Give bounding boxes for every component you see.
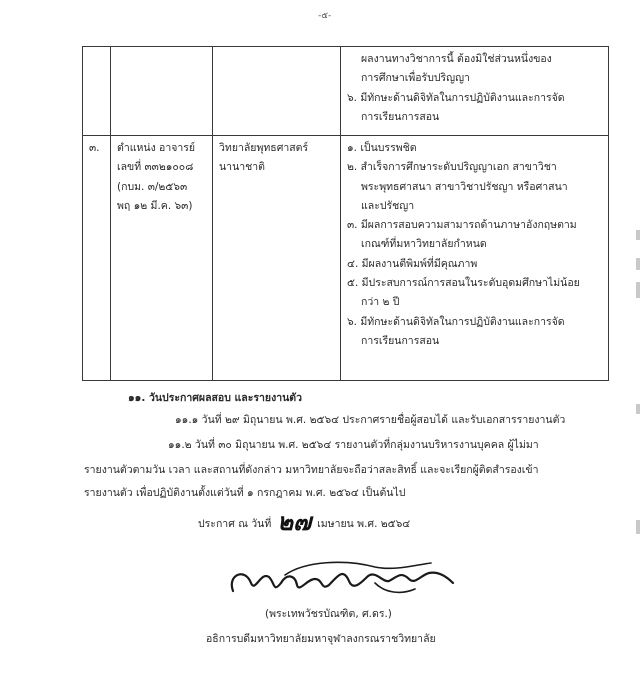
scan-edge-mark [636, 520, 640, 534]
requirements-table [82, 46, 609, 381]
signer-title: อธิการบดีมหาวิทยาลัยมหาจุฬาลงกรณราชวิทยาลัย [206, 633, 436, 645]
announcement-prefix: ประกาศ ณ วันที่ [198, 518, 272, 530]
position-line: ตำแหน่ง อาจารย์ [117, 142, 196, 154]
requirement-line: ๖. มีทักษะด้านดิจิทัลในการปฏิบัติงานและการจัด [347, 91, 565, 104]
scan-edge-mark [636, 282, 640, 298]
scan-edge-mark [636, 404, 640, 414]
requirement-line: และปรัชญา [361, 199, 415, 212]
scan-edge-mark [636, 230, 640, 240]
row-number: ๓. [89, 142, 100, 154]
section-item-1: ๑๑.๑ วันที่ ๒๙ มิถุนายน พ.ศ. ๒๕๖๔ ประกาศรายชื่อผู้สอบได้ และรับเอกสารรายงานตัว [175, 414, 566, 426]
handwritten-signature [225, 553, 465, 603]
section-item-2-line-2: รายงานตัวตามวัน เวลา และสถานที่ดังกล่าว มหาวิทยาลัยจะถือว่าสละสิทธิ์ และจะเรียกผู้ติดสำรองเข้า [84, 464, 539, 476]
requirement-line: ๖. มีทักษะด้านดิจิทัลในการปฏิบัติงานและการจัด [347, 315, 565, 328]
requirements-cell [341, 47, 609, 136]
page-number: -๕- [318, 11, 332, 21]
requirement-line: ๑. เป็นบรรพชิต [347, 142, 417, 154]
unit-cell [213, 136, 341, 381]
position-line: พฤ ๑๒ มี.ค. ๖๓) [117, 199, 193, 212]
table-row [83, 136, 609, 381]
position-cell [111, 136, 213, 381]
requirement-line: การศึกษาเพื่อรับปริญญา [361, 72, 470, 85]
number-cell [83, 47, 111, 136]
requirement-line: เกณฑ์ที่มหาวิทยาลัยกำหนด [361, 238, 487, 251]
position-cell [111, 47, 213, 136]
requirement-line: พระพุทธศาสนา สาขาวิชาปรัชญา หรือศาสนา [361, 180, 568, 193]
requirement-line: ๓. มีผลการสอบความสามารถด้านภาษาอังกฤษตาม [347, 219, 577, 232]
section-item-2-line-1: ๑๑.๒ วันที่ ๓๐ มิถุนายน พ.ศ. ๒๕๖๔ รายงานตัวที่กลุ่มงานบริหารงานบุคคล ผู้ไม่มา [168, 439, 539, 451]
announcement-date [198, 507, 411, 536]
section-title: ๑๑. วันประกาศผลสอบ และรายงานตัว [128, 392, 302, 404]
section-item-2-line-3: รายงานตัว เพื่อปฏิบัติงานตั้งแต่วันที่ ๑ กรกฎาคม พ.ศ. ๒๕๖๔ เป็นต้นไป [84, 487, 406, 499]
unit-line: วิทยาลัยพุทธศาสตร์ [219, 142, 309, 154]
requirement-line: ผลงานทางวิชาการนี้ ต้องมิใช่ส่วนหนึ่งของ [361, 53, 552, 65]
position-line: เลขที่ ๓๓๒๑๐๐๘ [117, 161, 194, 174]
requirement-line: การเรียนการสอน [361, 110, 440, 123]
requirement-line: ๒. สำเร็จการศึกษาระดับปริญญาเอก สาขาวิชา [347, 161, 557, 174]
requirements-cell [341, 136, 609, 381]
requirement-line: การเรียนการสอน [361, 334, 440, 347]
unit-cell [213, 47, 341, 136]
handwritten-day: ๒๗ [277, 507, 312, 536]
unit-line: นานาชาติ [219, 161, 265, 174]
announcement-suffix: เมษายน พ.ศ. ๒๕๖๔ [317, 518, 411, 530]
requirement-line: กว่า ๒ ปี [361, 296, 400, 309]
table-row [83, 47, 609, 136]
number-cell [83, 136, 111, 381]
requirement-line: ๕. มีประสบการณ์การสอนในระดับอุดมศึกษาไม่น้อย [347, 277, 580, 290]
requirement-line: ๔. มีผลงานตีพิมพ์ที่มีคุณภาพ [347, 257, 478, 270]
position-line: (กบม. ๓/๒๕๖๓ [117, 180, 188, 193]
signer-name: (พระเทพวัชรบัณฑิต, ศ.ดร.) [265, 608, 392, 620]
scan-edge-mark [636, 258, 640, 270]
